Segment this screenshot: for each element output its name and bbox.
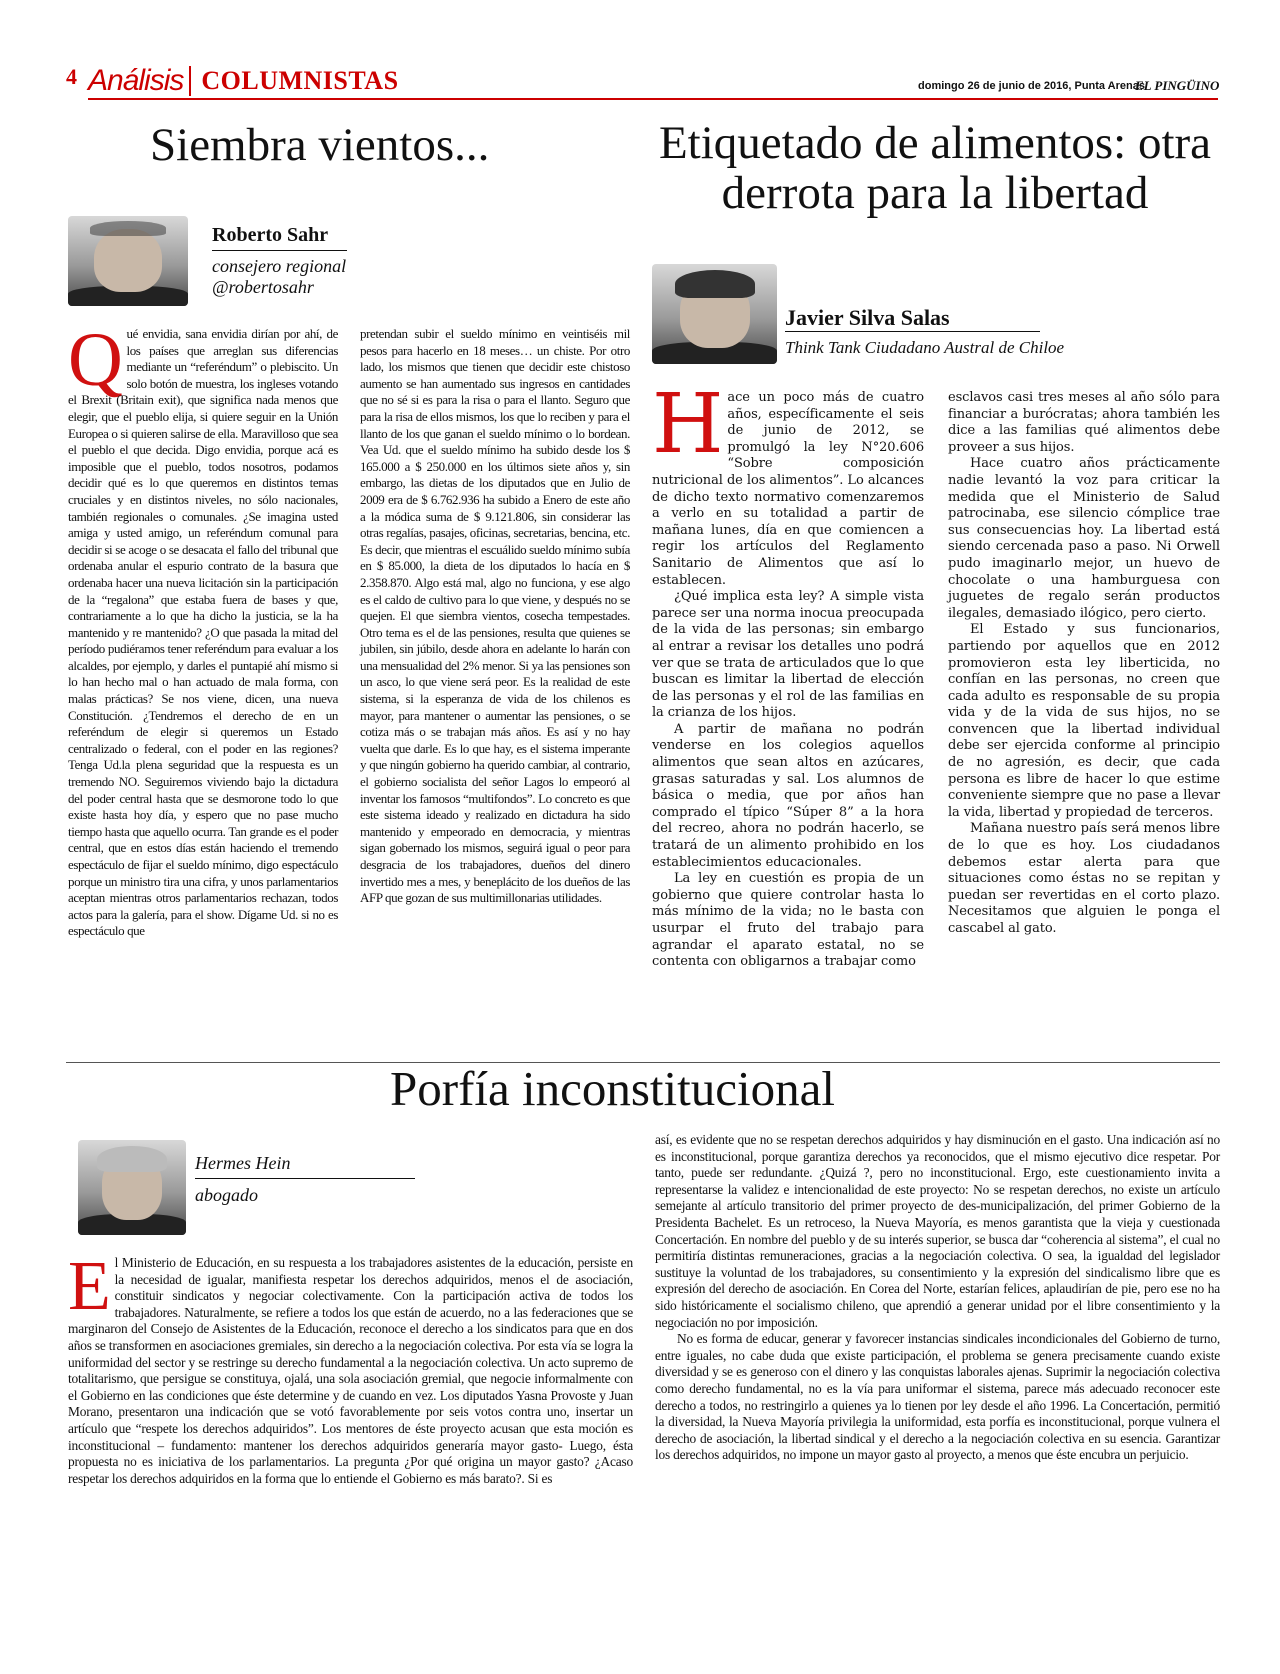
article3-column-1 [68, 1248, 633, 1487]
article1-column-1 [68, 318, 338, 940]
author-rule [785, 331, 1040, 332]
section-banner [88, 64, 409, 98]
article2-author: Javier Silva Salas [785, 305, 950, 330]
drop-cap: H [652, 377, 724, 472]
article1-column-2 [360, 326, 630, 907]
article2-paragraph: Mañana nuestro país será menos libre de lo que es hoy. Los ciudadanos debemos estar alerta para que situaciones como éstas no se repitan y puedan ser revertidas en el corto plazo. Necesitamos que alguien le ponga el cascabel al gato. [948, 821, 1220, 936]
article1-author-role: consejero regional [212, 256, 347, 276]
article3-author-role: abogado [195, 1185, 258, 1205]
article3-author: Hermes Hein [195, 1153, 291, 1173]
article1-author-handle[interactable]: @robertosahr [212, 277, 314, 297]
article1-text-1: ué envidia, sana envidia dirían por ahí, de los países que arreglan sus diferencias mediante un “referéndum” o plebiscito. Un solo botón de muestra, los ingleses votando el Brexit (Britain exit), que significa nada menos que elegir, que el pueblo elija, si quiere seguir en la Unión Europea o si quieren salirse de ella. Maravilloso que sea el pueblo el que decida. Digo envidia, porque acá es imposible que el pueblo, todos nosotros, podamos decidir qué es lo que queremos en distintos temas cruciales y en distintos niveles, no sólo nacionales, también regionales o comunales. ¿Se imagina usted amiga y usted amigo, un referéndum comunal para decidir si se acoge o se desacata el fallo del tribunal que ordenaba anular el espurio contrato de la basura que ordenaba hacer una nueva licitación sin la participación de la “regalona” que estaba fuera de bases y que, contrariamente a lo que ha dicho la justicia, se la ha mantenido y re mantenido? ¿O que pasada la mitad del período pudiéramos tener referéndum para evaluar a los alcaldes, por ejemplo, y darles el puntapié ahí mismo si lo han hecho mal o han actuado de mala forma, con malas prácticas? Se nos viene, dicen, una nueva Constitución. ¿Tendremos el derecho de en un referéndum de elegir si queremos un Estado centralizado o federal, con el poder en las regiones? Tenga Ud.la plena seguridad que la respuesta es un tremendo NO. Seguiremos viviendo bajo la dictadura del poder central hasta que se desmorone todo lo que existe hasta hoy día, y espero que no pase mucho tiempo hasta que aquello ocurra. Tan grande es el poder central, que en estos días están haciendo el tremendo espectáculo de fijar el sueldo mínimo, digo espectáculo porque un ministro tira una cifra, y unos parlamentarios aceptan mientras otros parlamentarios rechazan, todos actos para la galería, para el show. Dígame Ud. si no es espectáculo que [68, 326, 338, 939]
article2-paragraph: A partir de mañana no podrán venderse en los colegios aquellos alimentos que sean altos en azúcares, grasas saturadas y sal. Los alumnos de básica o media, que por años han comprado el típico “Súper 8” a la hora del recreo, ahora no podrán hacerlo, se tratará de un alimento prohibido en los establecimientos educacionales. [652, 721, 924, 870]
article3-text-1: l Ministerio de Educación, en su respuesta a los trabajadores asistentes de la educación, persiste en la necesidad de igualar, manifiesta respetar los derechos adquiridos, menos el de asociación, constituir sindicatos y negociar colectivamente. Con la participación activa de todos los trabajadores. Naturalmente, se refiere a todos los que están de acuerdo, no a las federaciones que se marginaron del Consejo de Asistentes de la Educación, reconoce el derecho a los sindicatos para que en dos años se transformen en asociaciones gremiales, sin derecho a la negociación colectiva. Por esta vía se logra la uniformidad del sector y se restringe su derecho fundamental a la negociación colectiva. Un acto supremo de totalitarismo, que persigue se constituya, ojalá, una sola asociación gremial, que negocie informalmente con el Gobierno en las condiciones que éste determine y de cuando en vez. Los diputados Yasna Provoste y Juan Morano, presentaron una indicación que se votó favorablemente por seis votos contra uno, insertar un artículo que “respete los derechos adquiridos”. Los mentores de éste proyecto acusan que esta moción es inconstitucional – fundamento: mantener los derechos adquiridos generaría mayor gasto- Luego, ésta propuesta no es iniciativa de los parlamentarios. La pregunta ¿Por qué origina un mayor gasto? ¿Acaso respetar los derechos adquiridos en la forma que lo entiende el Gobierno es más barato?. Si es [68, 1255, 633, 1486]
article2-paragraph: esclavos casi tres meses al año sólo para financiar a burócratas; ahora también les dice a las familias qué alimentos debe proveer a sus hijos. [948, 390, 1220, 455]
author-photo [68, 216, 188, 306]
drop-cap: E [68, 1248, 111, 1325]
article2-column-2 [948, 390, 1220, 938]
author-rule [212, 250, 347, 251]
newspaper-logo: EL PINGÜINO [1135, 78, 1220, 93]
article2-paragraph: ace un poco más de cuatro años, específicamente el seis de junio de 2012, se promulgó la ley N°20.606 “Sobre composición nutricional de los alimentos”. Lo alcances de dicho texto normativo comenzaremos a verlo en su totalidad a partir de mañana lunes, día en que comiencen a regir los artículos del Reglamento Sanitario de Alimentos que así lo establecen. [652, 390, 924, 588]
author-photo [78, 1140, 186, 1235]
page-number: 4 [66, 64, 77, 89]
article2-paragraph: El Estado y sus funcionarios, partiendo por aquellos que en 2012 promovieron esta ley liberticida, no confían en las personas, no creen que cada adulto es responsable de su propia vida y de la vida de sus hijos, no se convencen que la libertad individual debe ser ejercida conforme al principio de no agresión, es decir, que cada persona es libre de hacer lo que estime conveniente siempre que no pase a llevar la vida, libertad y propiedad de terceros. [948, 622, 1220, 820]
article3-paragraph: así, es evidente que no se respetan derechos adquiridos y hay disminución en el gasto. Una indicación así no es inconstitucional, porque garantiza derechos ya reconocidos, que el mismo ejecutivo dice respetar. Por tanto, puede ser redundante. ¿Quizá ?, pero no inconstitucional. Ergo, este cuestionamiento invita a representarse la validez e intencionalidad de este proyecto: No se respetan derechos, no existe un artículo semejante al artículo transitorio del primer proyecto de des-municipalización, del primer Gobierno de la Presidenta Bachelet. Es un retroceso, la Nueva Mayoría, es menos garantista que la vieja y cuestionada Concertación. En nombre del pueblo y de su interés superior, se busca dar “coherencia al sistema”, el cual no permitiría distintas remuneraciones, gracias a la negociación colectiva. O sea, la igualdad del legislador sustituye la voluntad de los trabajadores, su consentimiento y la expresión del sindicalismo libre que es expresión del derecho de asociación. En Corea del Norte, estarían felices, aplaudirían de pie, pero ese no ha sido históricamente el socialismo chileno, que aprendió a generar unidad por el libre consentimiento y la negociación no por imposición. [655, 1132, 1220, 1330]
drop-cap: Q [68, 318, 123, 402]
article1-text-2: pretendan subir el sueldo mínimo en veintiséis mil pesos para hacerlo en 18 meses… un chiste. Por otro lado, los mismos que tienen que decidir este chistoso aumento se han aumentado sus ingresos en cantidades que no sé si es para la risa o para el llanto. Seguro que para la risa de ellos mismos, los que lo reciben y para el llanto de los que ganan el sueldo mínimo o lo bordean. Vea Ud. que el sueldo mínimo ha subido desde los $ 165.000 a $ 250.000 en los últimos siete años y, sin embargo, las dietas de los diputados que en Julio de 2009 era de $ 6.762.936 ha subido a Enero de este año a la módica suma de $ 9.121.806, sin considerar las otras regalías, pasajes, oficinas, secretarias, bencina, etc. Es decir, que mientras el escuálido sueldo mínimo subía en $ 85.000, la dieta de los diputados lo hacía en $ 2.358.870. Algo está mal, algo no funciona, y ese algo es el caldo de cultivo para lo que viene, y después no se quejen. El que siembra vientos, cosecha tempestades. Otro tema es el de las pensiones, resulta que quienes se jubilen, sin júbilo, desde ahora en adelante lo harán con una mensualidad del 2% menor. Si ya las pensiones son un asco, lo que viene será peor. Es la realidad de este sistema, si la esperanza de vida de los chilenos es mayor, para mantener o aumentar las pensiones, o se cotiza más o se trabajan más años. Es así y no hay vuelta que darle. Es lo que hay, es el sistema imperante y que ningún gobierno ha querido cambiar, al contrario, el gobierno socialista del señor Lagos lo empeoró al inventar los famosos “multifondos”. Lo concreto es que este sistema ideado y realizado en dictadura ha sido mantenido y empeorado en democracia, y mientras sigan gobernado los mismos, seguirá igual o peor para desgracia de los trabajadores, dueños del dinero invertido mes a mes, y beneplácito de los dueños de las AFP que gozan de sus multimillonarias utilidades. [360, 326, 630, 906]
article2-author-role: Think Tank Ciudadano Austral de Chiloe [785, 338, 1065, 357]
article2-paragraph: La ley en cuestión es propia de un gobierno que quiere controlar hasta lo más mínimo de la vida; no le basta con usurpar el fruto del trabajo para agrandar el aparato estatal, no se contenta con obligarnos a trabajar como [652, 871, 924, 970]
article1-title: Siembra vientos... [150, 119, 490, 171]
article2-column-1 [652, 377, 924, 971]
article2-paragraph: ¿Qué implica esta ley? A simple vista parece ser una norma inocua preocupada de la vida de las personas; sin embargo al entrar a revisar los detalles uno podrá ver que se trata de articulados que lo que buscan es limitar la libertad de elección de las personas y el rol de las familias en la crianza de los hijos. [652, 589, 924, 721]
article3-column-2 [655, 1132, 1220, 1464]
article1-author: Roberto Sahr [212, 224, 329, 246]
article2-paragraph: Hace cuatro años prácticamente nadie levantó la voz para criticar la medida que el Ministerio de Salud patrocinaba, ese silencio cómplice trae sus consecuencias hoy. La libertad está siendo cercenada paso a paso. Ni Orwell pudo imaginarlo mejor, un huevo de chocolate o una hamburguesa con juguetes de regalo serán productos ilegales, demasiado ilógico, pero cierto. [948, 456, 1220, 621]
section-name: Análisis [88, 64, 184, 97]
article3-title: Porfía inconstitucional [390, 1061, 835, 1116]
subsection-name: COLUMNISTAS [189, 66, 408, 96]
author-photo [652, 264, 777, 364]
article2-title: Etiquetado de alimentos: otra derrota para la libertad [658, 117, 1212, 219]
author-rule [195, 1178, 415, 1179]
header-rule [88, 98, 1218, 100]
article3-paragraph: No es forma de educar, generar y favorecer instancias sindicales incondicionales del Gobierno de turno, entre iguales, no cabe duda que existe participación, el problema se genera precisamente cuando existe diversidad y se es generoso con el dinero y las conquistas laborales ajenas. Suprimir la negociación colectiva como derecho fundamental, no es la vía para uniformar el sistema, parece más adecuado reconocer este derecho a todos, no restringirlo a quienes ya lo tienen por ley desde el año 1996. La Concertación, permitió la diversidad, la Nueva Mayoría privilegia la uniformidad, esta porfía es inconstitucional, porque vulnera el derecho de asociación, la libertad sindical y el derecho a la negociación colectiva en su esencia. Garantizar los derechos adquiridos, no impone un mayor gasto al proyecto, a menos que éste encubra un perjuicio. [655, 1331, 1220, 1463]
dateline: domingo 26 de junio de 2016, Punta Arenas [918, 80, 1145, 92]
